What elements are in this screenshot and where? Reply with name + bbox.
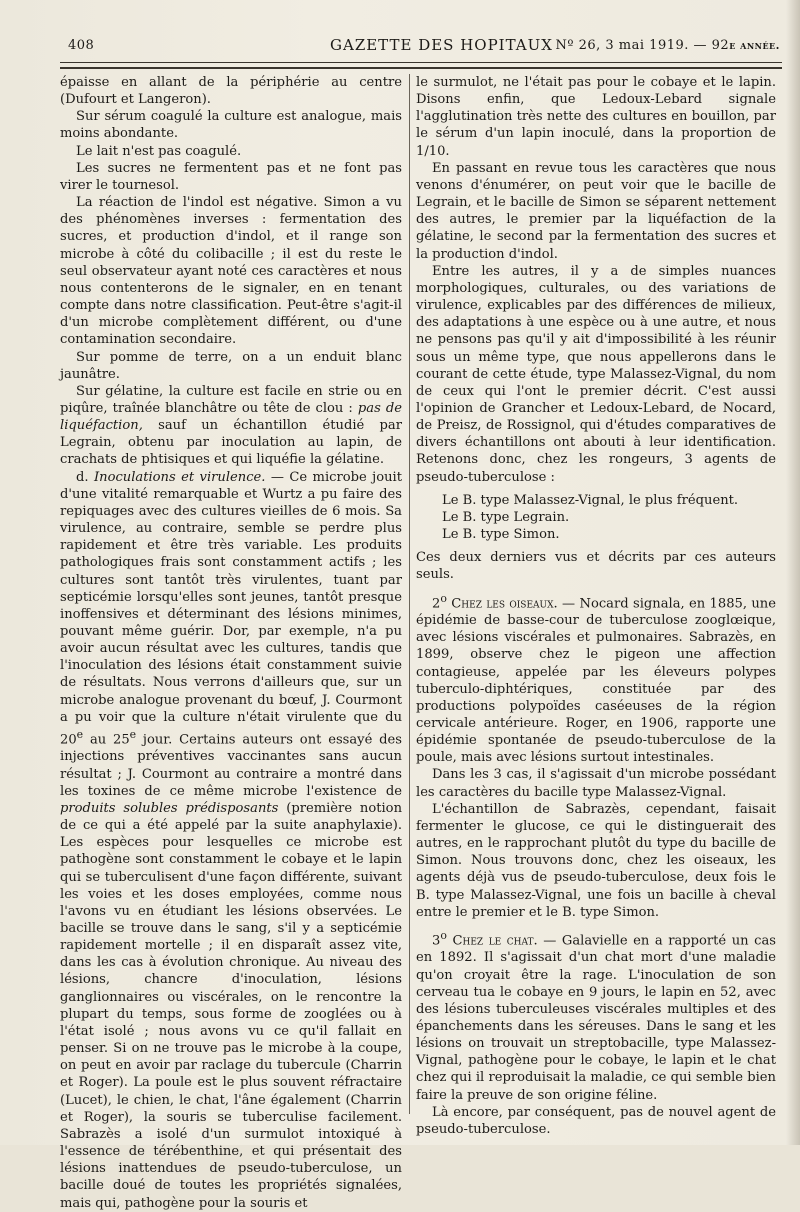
running-header xyxy=(60,36,782,62)
section-heading: Chez le chat. xyxy=(446,933,538,949)
superscript: e xyxy=(129,727,137,741)
text-run: (première notion de ce qui a été appelé par la suite anaphylaxie). Les espèces pour lesquelles ce microbe est pathogène sont constamment le cobaye et le lapin qui se tuberculisent d'une façon différente, suivant les voies et les doses employées, comme nous l'avons vu en étudiant les lésions observées. Le bacille se trouve dans le sang, s'il y a septicémie rapidement mortelle ; il en disparaît assez vite, dans les cas à évolution chronique. Au niveau des lésions, chancre d'inoculation, lésions ganglionnaires ou viscérales, on le rencontre la plupart du temps, sous forme de zooglées ou à l'état isolé ; nous avons vu ce qu'il fallait en penser. Si on ne trouve pas le microbe à la coupe, on peut en avoir par raclage du tubercule (Charrin et Roger). La poule est le plus souvent réfractaire (Lucet), le chien, le chat, l'âne également (Charrin et Roger), la souris se tuberculise facilement. Sabrazès a isolé d'un surmulot intoxiqué à l'essence de térébenthine, et qui présentait des lésions inattendues de pseudo-tuberculose, un bacille doué de toutes les propriétés signalées, mais qui, pathogène pour la souris et xyxy=(60,800,402,1211)
left-column xyxy=(60,74,402,1212)
paragraph xyxy=(60,383,402,469)
paragraph: Les sucres ne fermentent pas et ne font pas virer le tournesol. xyxy=(60,160,402,193)
paragraph xyxy=(60,469,402,1212)
superscript: e xyxy=(76,727,84,741)
superscript: o xyxy=(440,591,447,605)
paragraph: Sur sérum coagulé la culture est analogue, mais moins abondante. xyxy=(60,109,402,142)
text-run: au 25 xyxy=(83,732,130,748)
paragraph: Là encore, par conséquent, pas de nouvel agent de pseudo-tuberculose. xyxy=(416,1104,776,1137)
section-heading: Inoculations et virulence. xyxy=(93,469,266,485)
paragraph: Ces deux derniers vus et décrits par ces auteurs seuls. xyxy=(416,550,776,583)
emphasis: pas de liquéfaction, xyxy=(60,400,402,434)
section-paragraph xyxy=(416,927,776,1104)
paragraph: Entre les autres, il y a de simples nuances morphologiques, culturales, ou des variations de virulence, explicables par des différences de milieux, des adaptations à une espèce ou à une autre, et nous ne pensons pas qu'il y ait d'impossibilité à les réunir sous un même type, que nous appellerons dans le courant de cette étude, type Malassez-Vignal, du nom de ceux qui l'ont le premier décrit. C'est aussi l'opinion de Grancher et Ledoux-Lebard, de Nocard, de Preisz, de Rossignol, qui d'études comparatives de divers échantillons ont abouti à leur identification. Retenons donc, chez les rongeurs, 3 agents de pseudo-tuberculose : xyxy=(416,263,776,485)
paragraph: le surmulot, ne l'était pas pour le cobaye et le lapin. Disons enfin, que Ledoux-Lebard signale l'agglutination très nette des cultures en bouillon, par le sérum d'un lapin inoculé, dans la proportion de 1/10. xyxy=(416,75,776,159)
superscript: o xyxy=(440,928,447,942)
text-run: — Galavielle en a rapporté un cas en 1892. Il s'agissait d'un chat mort d'une maladie qu'on croyait être la rage. L'inoculation de son cerveau tua le cobaye en 9 jours, le lapin en 52, avec des lésions tuberculeuses viscérales multiples et des épanchements dans les séreuses. Dans le sang et les lésions on trouvait un streptobacille, type Malassez-Vignal, pathogène pour le cobaye, le lapin et le chat chez qui il reproduisait la maladie, ce qui semble bien faire la preuve de son origine féline. xyxy=(416,933,776,1103)
issue-date: Nº 26, 3 mai 1919. — 92 xyxy=(555,38,730,53)
paragraph: Sur pomme de terre, on a un enduit blanc jaunâtre. xyxy=(60,349,402,382)
column-divider xyxy=(409,74,410,1114)
right-column xyxy=(416,74,776,1138)
text-run: sauf un échantillon étudié par Legrain, obtenu par inoculation au lapin, de crachats de phtisiques et qui liquéfie la gélatine. xyxy=(60,418,402,468)
page-number: 408 xyxy=(68,38,95,53)
text-run: jour. Certains auteurs ont essayé des injections préventives vaccinantes sans aucun résultat ; J. Courmont au contraire a montré dans les toxines de ce même microbe l'existence de xyxy=(60,732,402,799)
list-item: Le B. type Legrain. xyxy=(442,509,570,525)
header-rule-thick xyxy=(60,67,782,69)
paragraph: La réaction de l'indol est négative. Simon a vu des phénomènes inverses : fermentation des sucres, et production d'indol, et il range son microbe à côté du colibacille ; il est du reste le seul observateur ayant noté ces caractères et nous nous contenterons de le signaler, en en tenant compte dans notre classification. Peut-être s'agit-il d'un microbe complètement différent, ou d'une contamination secondaire. xyxy=(60,195,402,348)
section-number: 2 xyxy=(432,595,441,611)
paragraph: En passant en revue tous les caractères que nous venons d'énumérer, on peut voir que le bacille de Legrain, et le bacille de Simon se séparent nettement des autres, le premier par la liquéfaction de la gélatine, le second par la fermentation des sucres et la production d'indol. xyxy=(416,160,776,262)
section-number: 3 xyxy=(432,933,441,949)
journal-title: GAZETTE DES HOPITAUX xyxy=(330,36,553,54)
issue-annee: e année. xyxy=(729,39,780,52)
issue-line xyxy=(555,38,780,53)
section-paragraph xyxy=(416,590,776,767)
header-rule xyxy=(60,62,782,63)
list-item: Le B. type Malassez-Vignal, le plus fréquent. xyxy=(442,492,739,508)
paragraph: L'échantillon de Sabrazès, cependant, faisait fermenter le glucose, ce qui le distinguerait des autres, en le rapprochant plutôt du type du bacille de Simon. Nous trouvons donc, chez les oiseaux, les agents déjà vus de pseudo-tuberculose, deux fois le B. type Malassez-Vignal, une fois un bacille à cheval entre le premier et le B. type Simon. xyxy=(416,801,776,920)
text-run: Sur gélatine, la culture est facile en strie ou en piqûre, traînée blanchâtre ou tête de clou : xyxy=(60,383,402,416)
list-item: Le B. type Simon. xyxy=(442,527,560,543)
paragraph: Le lait n'est pas coagulé. xyxy=(76,143,242,159)
paragraph: épaisse en allant de la périphérie au centre (Dufourt et Langeron). xyxy=(60,75,402,108)
text-run: — Ce microbe jouit d'une vitalité remarquable et Wurtz a pu faire des repiquages avec des cultures vieilles de 6 mois. Sa virulence, au contraire, semble se perdre plus rapidement et être très variable. Les produits pathologiques frais sont constamment actifs ; les cultures sont tantôt très virulentes, tuant par septicémie lorsqu'elles sont jeunes, tantôt presque inoffensives et déterminant des lésions minimes, pouvant même guérir. Dor, par exemple, n'a pu avoir aucun résultat avec les cultures, tandis que l'inoculation des lésions était constamment suivie de résultats. Nous verrons d'ailleurs que, sur un microbe analogue provenant du bœuf, J. Courmont a pu voir que la culture n'était virulente que du 20 xyxy=(60,469,402,748)
section-heading: Chez les oiseaux. xyxy=(446,595,558,611)
page-edge-shadow xyxy=(786,0,800,1145)
emphasis: produits solubles prédisposants xyxy=(60,800,279,816)
text-run: — Nocard signala, en 1885, une épidémie de basse-cour de tuberculose zooglœique, avec lésions viscérales et pulmonaires. Sabrazès, en 1899, observe chez le pigeon une affection contagieuse, appelée par les éleveurs polypes tuberculo-diphtériques, constituée par des productions polypoïdes caséeuses de la région cervicale antérieure. Roger, en 1906, rapporte une épidémie spontanée de pseudo-tuberculose de la poule, mais avec lésions surtout intestinales. xyxy=(416,595,776,766)
paragraph: Dans les 3 cas, il s'agissait d'un microbe possédant les caractères du bacille type Malassez-Vignal. xyxy=(416,767,776,800)
section-label: d. xyxy=(76,469,94,485)
